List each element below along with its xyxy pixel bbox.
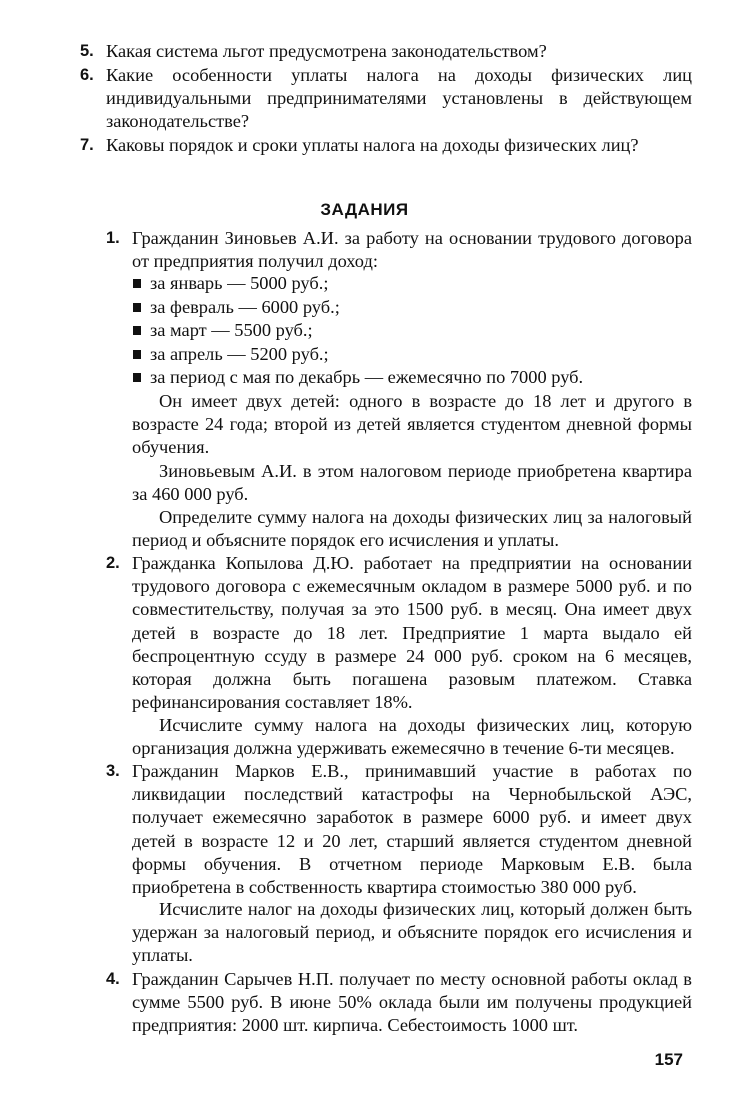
task-text: Гражданка Копылова Д.Ю. работает на предприятии на основании трудового договора с ежемесячным окладом в размере 5000 руб. и по совместительству, получая за это 1500 руб. в месяц. Она имеет двух детей в возрасте до 18 лет. Предприятие 1 марта выдало ей беспроцентную ссуду в размере 24 000 руб. сроком на 6 месяцев, которая должна быть погашена разовым платежом. Ставка рефинансирования составляет 18%. [132,553,692,713]
task-4 [106,968,692,1038]
question-number: 5. [80,42,94,60]
list-item: за март — 5500 руб.; [132,319,692,343]
task-2 [106,552,692,714]
question-text: Какие особенности уплаты налога на доходы физических лиц индивидуальными предпринимателями установлены в действующем законодательстве? [106,65,692,132]
task-3 [106,760,692,899]
list-item: за январь — 5000 руб.; [132,272,692,296]
list-item: за февраль — 6000 руб.; [132,296,692,320]
question-number: 7. [80,136,94,154]
task-number: 2. [106,554,120,572]
bullet-icon [133,350,141,359]
question-number: 6. [80,66,94,84]
task-text: Гражданин Сарычев Н.П. получает по месту основной работы оклад в сумме 5500 руб. В июне 50% оклада были им получены продукцией предприятия: 2000 шт. кирпича. Себестоимость 1000 шт. [132,969,692,1036]
income-list [132,272,692,390]
task-number: 3. [106,762,120,780]
question-6 [80,64,692,134]
task-1-intro [106,227,692,273]
task-text: Гражданин Зиновьев А.И. за работу на основании трудового договора от предприятия получил доход: [132,228,692,272]
bullet-icon [133,279,141,288]
task-1-paragraph: Определите сумму налога на доходы физических лиц за налоговый период и объясните порядок его исчисления и уплаты. [132,507,692,551]
question-7 [80,134,692,157]
bullet-icon [133,373,141,382]
task-number: 1. [106,229,120,247]
section-heading: ЗАДАНИЯ [320,200,409,219]
task-1-paragraph: Он имеет двух детей: одного в возрасте до 18 лет и другого в возрасте 24 года; второй из детей является студентом дневной формы обучения. [132,391,692,458]
task-number: 4. [106,970,120,988]
page-number: 157 [654,1050,683,1069]
task-1-paragraph: Зиновьевым А.И. в этом налоговом периоде приобретена квартира за 460 000 руб. [132,461,692,505]
task-text: Гражданин Марков Е.В., принимавший участие в работах по ликвидации последствий катастрофы на Чернобыльской АЭС, получает ежемесячно заработок в размере 6000 руб. и имеет двух детей в возрасте 12 и 20 лет, старший является студентом дневной формы обучения. В отчетном периоде Марковым Е.В. была приобретена в собственность квартира стоимостью 380 000 руб. [132,761,692,898]
question-text: Какая система льгот предусмотрена законодательством? [106,41,547,61]
list-item: за период с мая по декабрь — ежемесячно по 7000 руб. [132,366,692,390]
question-text: Каковы порядок и сроки уплаты налога на доходы физических лиц? [106,135,639,155]
question-5 [80,40,692,63]
bullet-icon [133,326,141,335]
task-3-paragraph: Исчислите налог на доходы физических лиц, который должен быть удержан за налоговый период, и объясните порядок его исчисления и уплаты. [132,899,692,966]
bullet-icon [133,303,141,312]
list-item: за апрель — 5200 руб.; [132,343,692,367]
task-2-paragraph: Исчислите сумму налога на доходы физических лиц, которую организация должна удерживать ежемесячно в течение 6-ти месяцев. [132,715,692,759]
